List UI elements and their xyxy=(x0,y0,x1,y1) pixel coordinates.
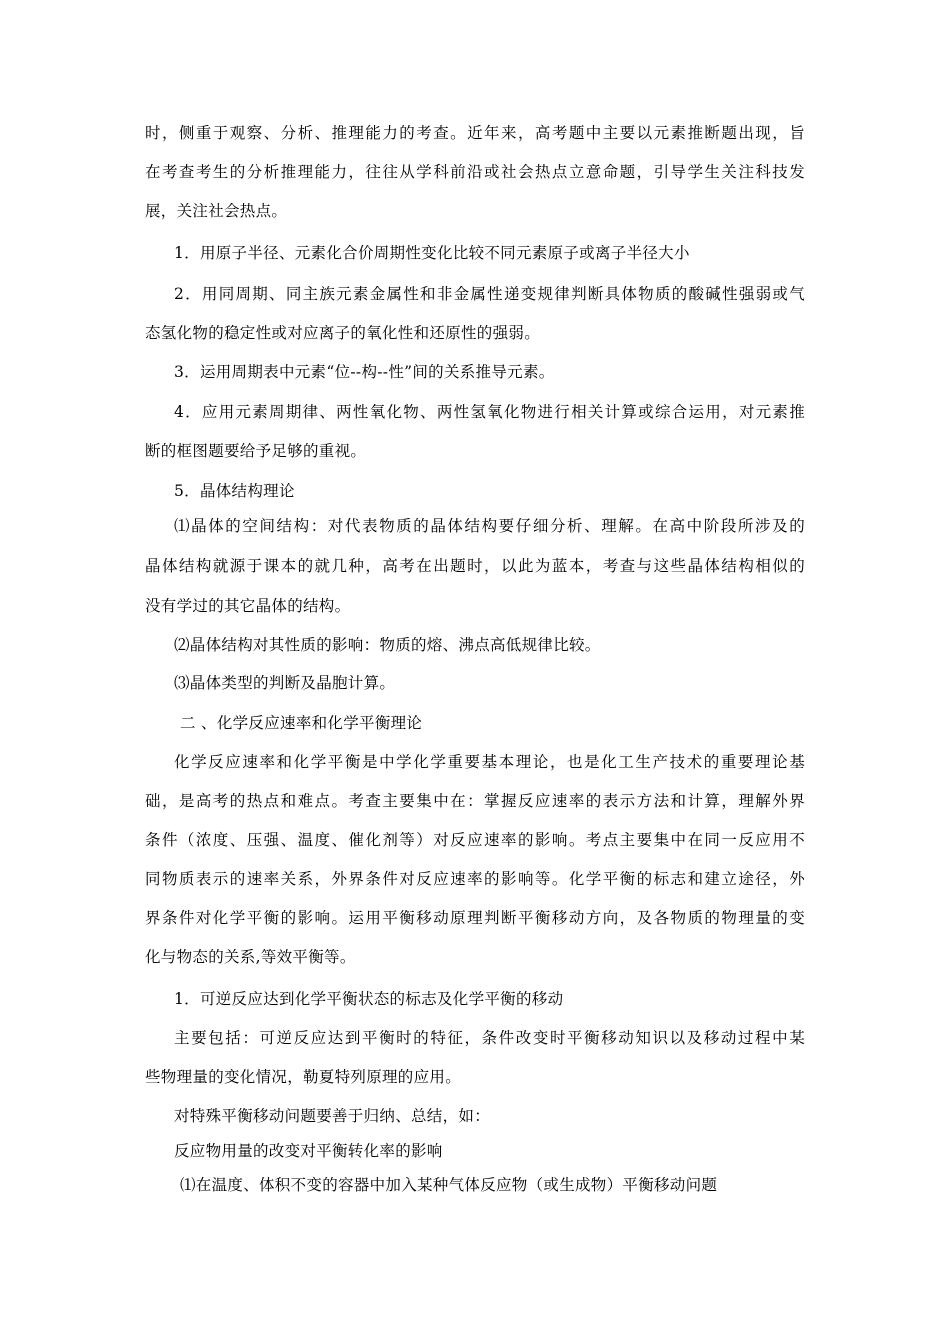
list-item: ⑴在温度、体积不变的容器中加入某种气体反应物（或生成物）平衡移动问题 xyxy=(180,1176,718,1194)
paragraph-line: 界条件对化学平衡的影响。运用平衡移动原理判断平衡移动方向，及各物质的物理量的变 xyxy=(145,909,805,927)
paragraph-line: 晶体结构就源于课本的就几种，高考在出题时，以此为蓝本，考查与这些晶体结构相似的 xyxy=(145,557,805,575)
paragraph-line: 对特殊平衡移动问题要善于归纳、总结，如： xyxy=(174,1107,491,1125)
list-item: ⑴晶体的空间结构：对代表物质的晶体结构要仔细分析、理解。在高中阶段所涉及的 xyxy=(174,517,805,535)
paragraph-line: 没有学过的其它晶体的结构。 xyxy=(145,597,351,615)
paragraph-line: 条件（浓度、压强、温度、催化剂等）对反应速率的影响。考点主要集中在同一反应用不 xyxy=(145,831,805,849)
list-item: 1．可逆反应达到化学平衡状态的标志及化学平衡的移动 xyxy=(174,990,564,1008)
paragraph-line: 同物质表示的速率关系，外界条件对反应速率的影响等。化学平衡的标志和建立途径，外 xyxy=(145,870,805,888)
paragraph-line: 础，是高考的热点和难点。考查主要集中在：掌握反应速率的表示方法和计算，理解外界 xyxy=(145,792,805,810)
list-item: 2．用同周期、同主族元素金属性和非金属性递变规律判断具体物质的酸碱性强弱或气 xyxy=(174,285,805,303)
list-item: ⑵晶体结构对其性质的影响：物质的熔、沸点高低规律比较。 xyxy=(174,636,601,654)
paragraph-line: 化与物态的关系,等效平衡等。 xyxy=(145,948,356,966)
paragraph-line: 化学反应速率和化学平衡是中学化学重要基本理论，也是化工生产技术的重要理论基 xyxy=(174,753,805,771)
paragraph-line: 些物理量的变化情况，勒夏特列原理的应用。 xyxy=(145,1068,462,1086)
list-item: 3．运用周期表中元素“位--构--性”间的关系推导元素。 xyxy=(174,363,555,381)
section-heading: 二 、化学反应速率和化学平衡理论 xyxy=(180,714,423,732)
paragraph-line: 主要包括：可逆反应达到平衡时的特征，条件改变时平衡移动知识以及移动过程中某 xyxy=(174,1029,805,1047)
list-item: 4．应用元素周期律、两性氧化物、两性氢氧化物进行相关计算或综合运用，对元素推 xyxy=(174,403,805,421)
list-item: 1．用原子半径、元素化合价周期性变化比较不同元素原子或离子半径大小 xyxy=(174,244,690,262)
paragraph-line: 反应物用量的改变对平衡转化率的影响 xyxy=(174,1142,443,1160)
paragraph-line: 断的框图题要给予足够的重视。 xyxy=(145,442,367,460)
paragraph-line: 时，侧重于观察、分析、推理能力的考查。近年来，高考题中主要以元素推断题出现，旨 xyxy=(145,124,805,142)
section-heading: 5．晶体结构理论 xyxy=(174,482,295,500)
list-item: ⑶晶体类型的判断及晶胞计算。 xyxy=(174,674,396,692)
paragraph-line: 展，关注社会热点。 xyxy=(145,202,288,220)
paragraph-line: 在考查考生的分析推理能力，往往从学科前沿或社会热点立意命题，引导学生关注科技发 xyxy=(145,163,805,181)
paragraph-line: 态氢化物的稳定性或对应离子的氧化性和还原性的强弱。 xyxy=(145,324,541,342)
